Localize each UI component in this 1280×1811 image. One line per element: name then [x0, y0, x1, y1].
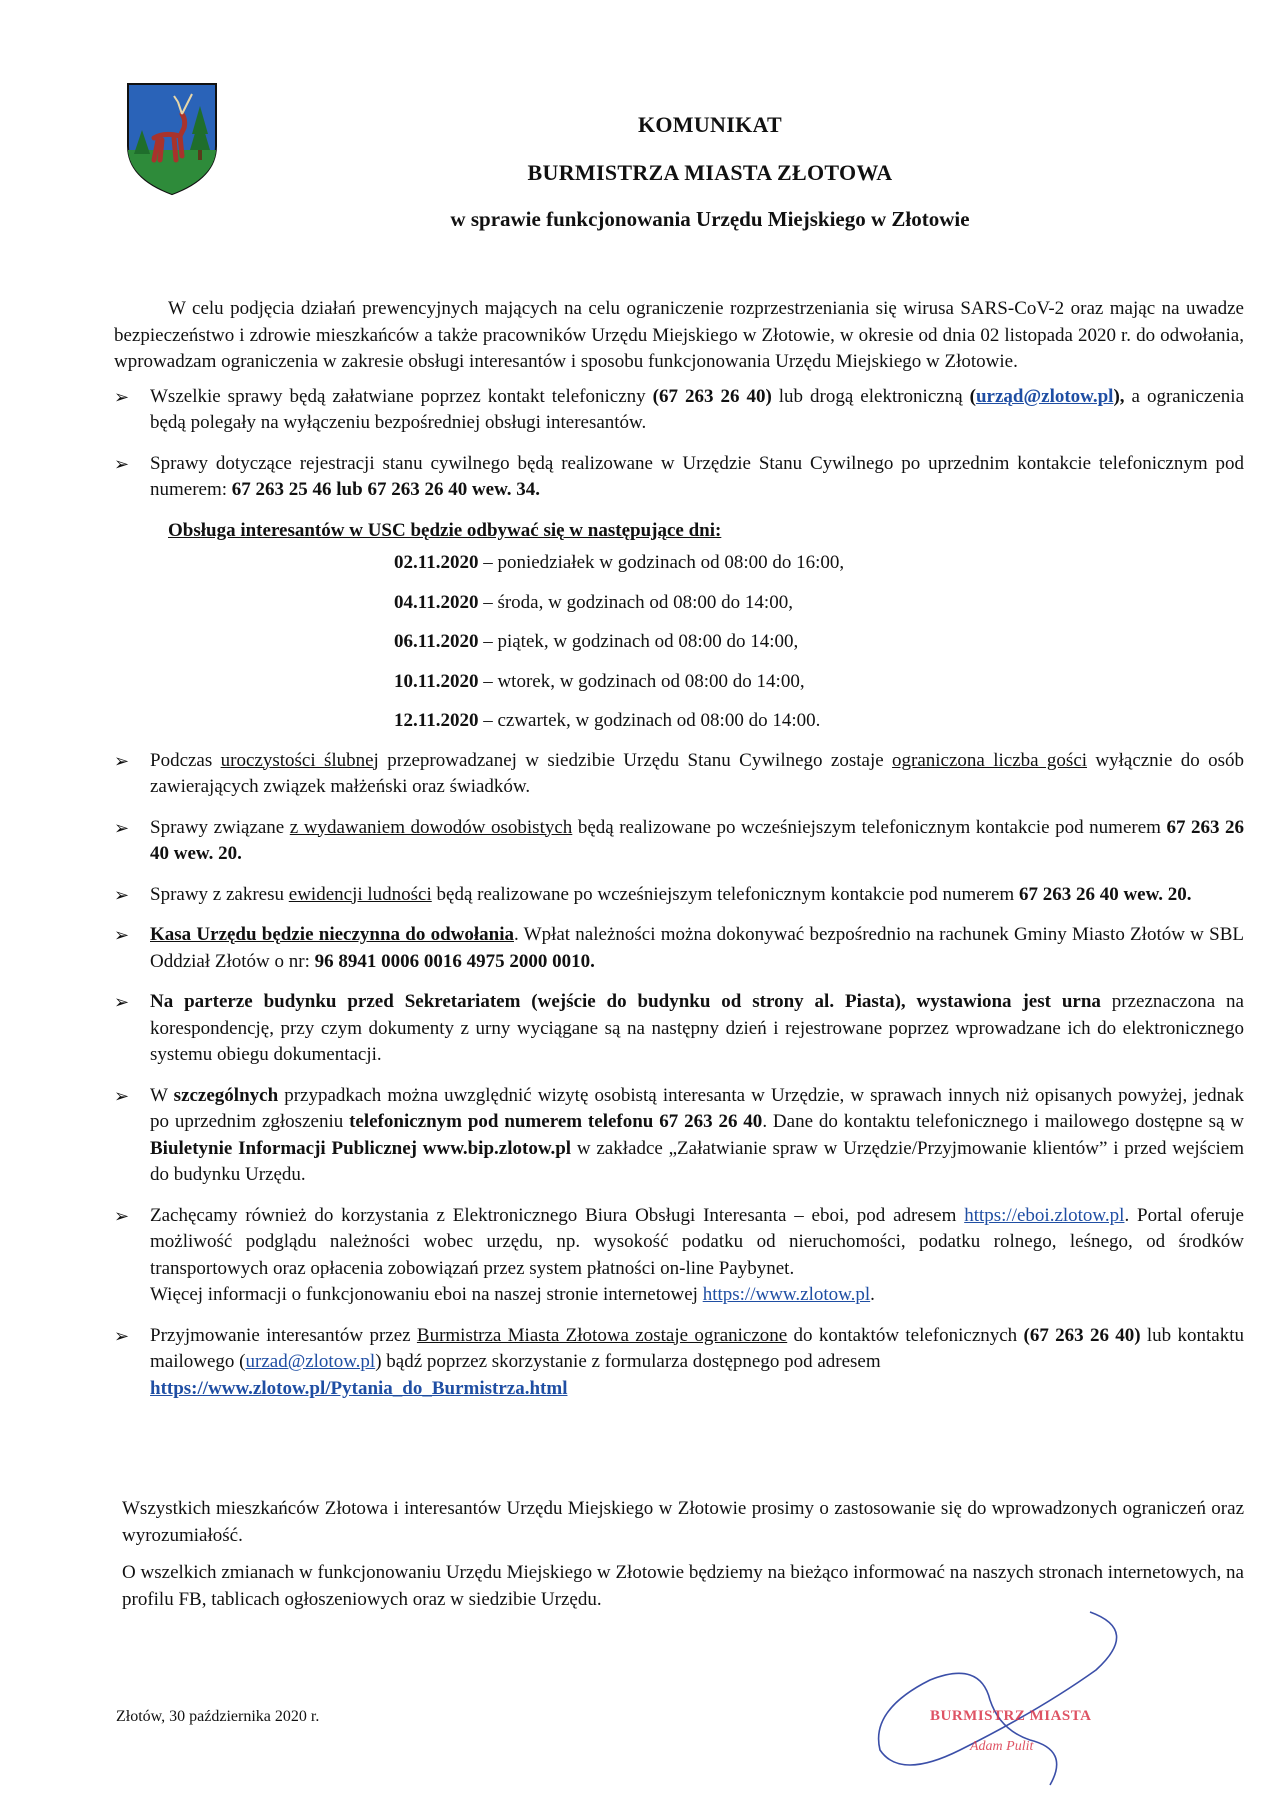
- measures-list-continued: [114, 748, 1244, 1403]
- document-header: [0, 112, 1280, 232]
- eboi-link[interactable]: https://eboi.zlotow.pl: [964, 1204, 1125, 1226]
- schedule-row: 06.11.2020 – piątek, w godzinach od 08:00 do 14:00,: [394, 631, 799, 652]
- date-place-line: Złotów, 30 października 2020 r.: [116, 1708, 320, 1725]
- document-subtitle: BURMISTRZA MIASTA ZŁOTOWA: [527, 160, 893, 185]
- schedule-row: 12.11.2020 – czwartek, w godzinach od 08:00 do 14:00.: [394, 710, 821, 731]
- intro-paragraph: W celu podjęcia działań prewencyjnych mających na celu ograniczenie rozprzestrzeniania się wirusa SARS-CoV-2 oraz mając na uwadze bezpieczeństwo i zdrowie mieszkańców a także pracowników Urzędu Miejskiego w Złotowie, w okresie od dnia 02 listopada 2020 r. do odwołania, wprowadzam ograniczenia w zakresie obsługi interesantów i sposobu funkcjonowania Urzędu Miejskiego w Złotowie.: [114, 298, 1244, 372]
- phone-number: (67 263 26 40): [652, 385, 772, 407]
- phone-number: 67 263 26 40 wew. 20: [1018, 883, 1187, 905]
- schedule-row: 10.11.2020 – wtorek, w godzinach od 08:00 do 14:00,: [394, 670, 805, 692]
- phone-number: (67 263 26 40): [1023, 1324, 1141, 1346]
- document-topic: w sprawie funkcjonowania Urzędu Miejskiego w Złotowie: [450, 207, 970, 231]
- arrow-bullet-icon: ➢: [114, 884, 130, 905]
- list-item: ➢ Sprawy z zakresu ewidencji ludności będą realizowane po wcześniejszym telefonicznym kontakcie pod numerem 67 263 26 40 wew. 20.: [114, 882, 1244, 909]
- list-item: ➢ Kasa Urzędu będzie nieczynna do odwołania. Wpłat należności można dokonywać bezpośrednio na rachunek Gminy Miasto Złotów w SBL Oddział Złotów o nr: 96 8941 0006 0016 4975 2000 0010.: [114, 924, 1244, 972]
- usc-schedule: [394, 550, 1244, 735]
- arrow-bullet-icon: ➢: [114, 817, 130, 838]
- arrow-bullet-icon: ➢: [114, 750, 130, 771]
- list-item: ➢ Zachęcamy również do korzystania z Elektronicznego Biura Obsługi Interesanta – eboi, pod adresem https://eboi.zlotow.pl. Portal oferuje możliwość podglądu należności wobec urzędu, np. wysokość podatku od nieruchomości, podatku rolnego, leśnego, od środków transportowych oraz opłacenia zobowiązań przez system płatności on-line Paybynet. Więcej informacji o funkcjonowaniu eboi na naszej stronie internetowej https://www.zlotow.pl.: [114, 1204, 1244, 1305]
- document-body: [114, 296, 1244, 1416]
- email-link[interactable]: urzad@zlotow.pl: [245, 1351, 376, 1372]
- arrow-bullet-icon: ➢: [114, 1205, 130, 1226]
- arrow-bullet-icon: ➢: [114, 925, 130, 945]
- document-title: KOMUNIKAT: [637, 112, 783, 137]
- contact-form-link[interactable]: https://www.zlotow.pl/Pytania_do_Burmistrza.html: [150, 1377, 568, 1399]
- mayor-stamp-signature: [860, 1600, 1180, 1800]
- closing-paragraph: Wszystkich mieszkańców Złotowa i interesantów Urzędu Miejskiego w Złotowie prosimy o zastosowanie się do wprowadzonych ograniczeń oraz wyrozumiałość.: [122, 1498, 1244, 1546]
- list-item: ➢ Sprawy związane z wydawaniem dowodów osobistych będą realizowane po wcześniejszym telefonicznym kontakcie pod numerem 67 263 26 40 wew. 20.: [114, 816, 1244, 864]
- website-link[interactable]: https://www.zlotow.pl: [702, 1284, 871, 1305]
- phone-number: 67 263 25 46 lub 67 263 26 40 wew. 34: [231, 479, 536, 500]
- arrow-bullet-icon: ➢: [114, 453, 130, 474]
- stamp-title: BURMISTRZ MIASTA: [930, 1708, 1092, 1724]
- arrow-bullet-icon: ➢: [114, 1085, 130, 1106]
- arrow-bullet-icon: ➢: [114, 992, 130, 1012]
- phone-number: 67 263 26 40 wew. 20: [150, 816, 1244, 864]
- list-item: ➢ Wszelkie sprawy będą załatwiane poprzez kontakt telefoniczny (67 263 26 40) lub drogą elektroniczną (urząd@zlotow.pl), a ograniczenia będą polegały na wyłączeniu bezpośredniej obsługi interesantów.: [114, 385, 1245, 433]
- list-item: ➢ Przyjmowanie interesantów przez Burmistrza Miasta Złotowa zostaje ograniczone do kontaktów telefonicznych (67 263 26 40) lub kontaktu mailowego (urzad@zlotow.pl) bądź poprzez skorzystanie z formularza dostępnego pod adresem https://www.zlotow.pl/Pytania_do_Burmistrza.html: [114, 1324, 1244, 1399]
- closing-paragraph: O wszelkich zmianach w funkcjonowaniu Urzędu Miejskiego w Złotowie będziemy na bieżąco informować na naszych stronach internetowych, na profilu FB, tablicach ogłoszeniowych oraz w siedzibie Urzędu.: [122, 1562, 1244, 1610]
- measures-list: [114, 384, 1244, 504]
- list-item: ➢ W szczególnych przypadkach można uwzględnić wizytę osobistą interesanta w Urzędzie, w sprawach innych niż opisanych powyżej, jednak po uprzednim zgłoszeniu telefonicznym pod numerem telefonu 67 263 26 40. Dane do kontaktu telefonicznego i mailowego dostępne są w Biuletynie Informacji Publicznej www.bip.zlotow.pl w zakładce „Załatwianie spraw w Urzędzie/Przyjmowanie klientów” i przed wejściem do budynku Urzędu.: [114, 1084, 1245, 1185]
- list-item: ➢ Podczas uroczystości ślubnej przeprowadzanej w siedzibie Urzędu Stanu Cywilnego zostaje ograniczona liczba gości wyłącznie do osób zawierających związek małżeński oraz świadków.: [114, 749, 1244, 797]
- list-item: ➢ Na parterze budynku przed Sekretariatem (wejście do budynku od strony al. Piasta), wystawiona jest urna przeznaczona na korespondencję, przy czym dokumenty z urny wyciągane są na następny dzień i rejestrowane poprzez wprowadzane ich do elektronicznego systemu obiegu dokumentacji.: [114, 991, 1244, 1065]
- email-link[interactable]: urząd@zlotow.pl: [975, 385, 1114, 407]
- bank-account-number: 96 8941 0006 0016 4975 2000 0010: [314, 950, 591, 972]
- arrow-bullet-icon: ➢: [114, 386, 130, 407]
- arrow-bullet-icon: ➢: [114, 1325, 130, 1346]
- schedule-row: 04.11.2020 – środa, w godzinach od 08:00 do 14:00,: [394, 591, 793, 613]
- list-item: ➢ Sprawy dotyczące rejestracji stanu cywilnego będą realizowane w Urzędzie Stanu Cywilnego po uprzednim kontakcie telefonicznym pod numerem: 67 263 25 46 lub 67 263 26 40 wew. 34.: [114, 452, 1244, 500]
- schedule-row: 02.11.2020 – poniedziałek w godzinach od 08:00 do 16:00,: [394, 552, 845, 573]
- usc-schedule-heading: Obsługa interesantów w USC będzie odbywać się w następujące dni:: [168, 519, 722, 541]
- stamp-name: Adam Pulit: [970, 1739, 1034, 1754]
